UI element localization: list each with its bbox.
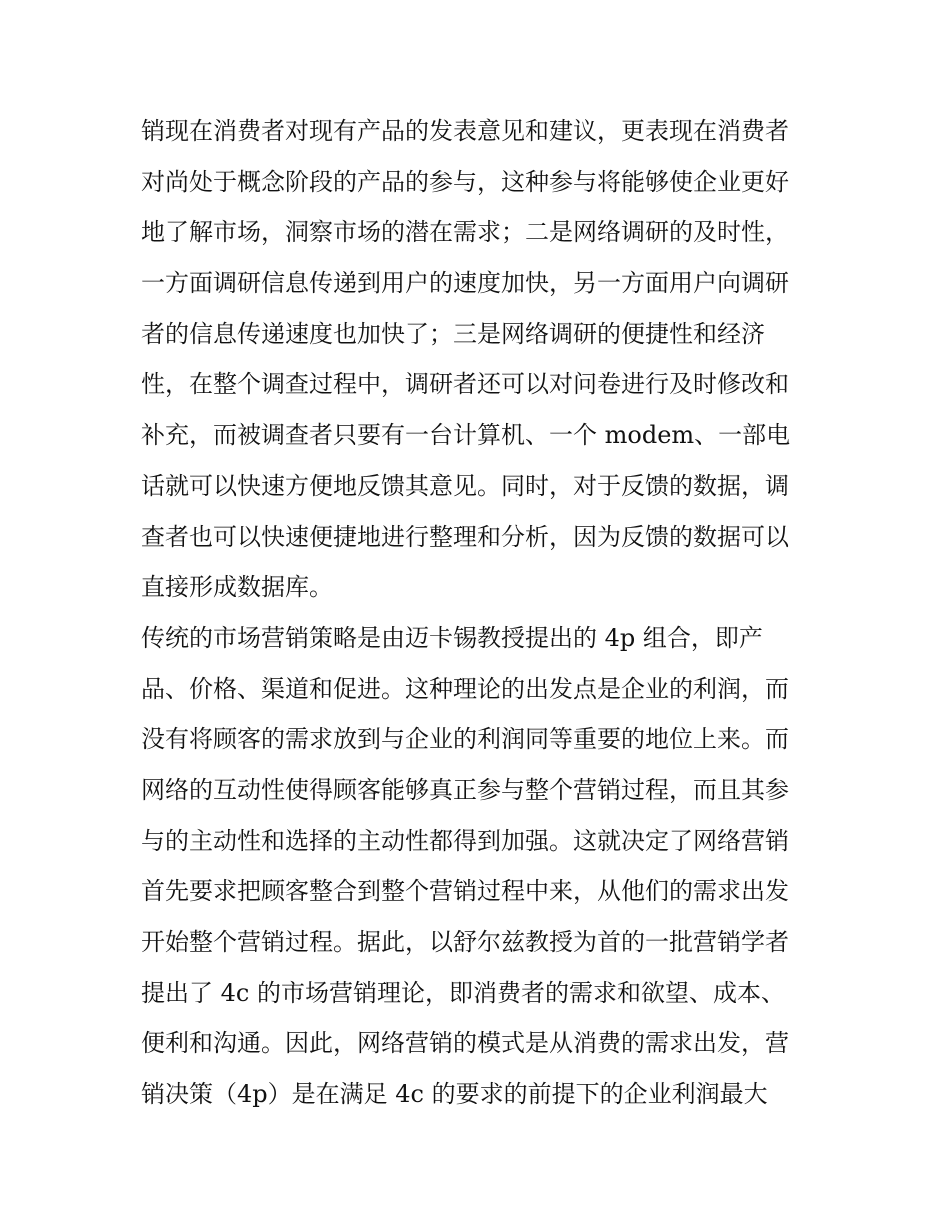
text-line: 便利和沟通。因此，网络营销的模式是从消费的需求出发，营 — [141, 1029, 789, 1058]
body-text — [141, 106, 821, 1120]
paragraph-marketing-theory — [141, 613, 821, 1120]
text-line: 销现在消费者对现有产品的发表意见和建议，更表现在消费者 — [141, 117, 789, 145]
text-line: 传统的市场营销策略是由迈卡锡教授提出的 4p 组合，即产 — [141, 623, 763, 652]
text-line: 与的主动性和选择的主动性都得到加强。这就决定了网络营销 — [141, 826, 789, 855]
text-line: 话就可以快速方便地反馈其意见。同时，对于反馈的数据，调 — [141, 471, 789, 500]
text-line: 查者也可以快速便捷地进行整理和分析，因为反馈的数据可以 — [141, 522, 789, 551]
text-line: 者的信息传递速度也加快了；三是网络调研的便捷性和经济 — [141, 319, 765, 348]
text-line: 对尚处于概念阶段的产品的参与，这种参与将能够使企业更好 — [141, 167, 789, 196]
text-line: 补充，而被调查者只要有一台计算机、一个 modem、一部电 — [141, 421, 791, 450]
paragraph-online-research — [141, 106, 821, 613]
text-line: 品、价格、渠道和促进。这种理论的出发点是企业的利润，而 — [141, 674, 789, 703]
text-line: 性，在整个调查过程中，调研者还可以对问卷进行及时修改和 — [141, 370, 789, 399]
text-line: 直接形成数据库。 — [141, 573, 333, 602]
text-line: 首先要求把顾客整合到整个营销过程中来，从他们的需求出发 — [141, 877, 789, 906]
text-line: 没有将顾客的需求放到与企业的利润同等重要的地位上来。而 — [141, 725, 789, 754]
text-line: 开始整个营销过程。据此，以舒尔兹教授为首的一批营销学者 — [141, 928, 789, 956]
text-line: 销决策（4p）是在满足 4c 的要求的前提下的企业利润最大 — [141, 1080, 768, 1109]
text-line: 地了解市场，洞察市场的潜在需求；二是网络调研的及时性， — [141, 218, 789, 247]
text-line: 网络的互动性使得顾客能够真正参与整个营销过程，而且其参 — [141, 775, 789, 804]
text-line: 提出了 4c 的市场营销理论，即消费者的需求和欲望、成本、 — [141, 978, 785, 1007]
text-line: 一方面调研信息传递到用户的速度加快，另一方面用户向调研 — [141, 269, 789, 298]
